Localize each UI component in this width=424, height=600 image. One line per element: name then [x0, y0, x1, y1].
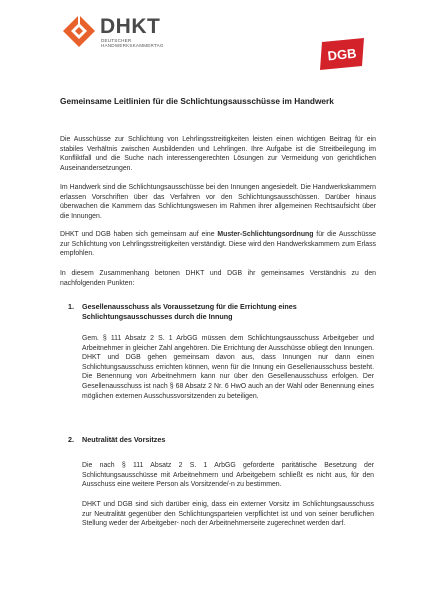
section-1-title: Gesellenausschuss als Voraussetzung für die Errichtung eines Schlichtungsausschusses durch die Innung [82, 302, 297, 321]
section-2-number: 2. [68, 435, 74, 444]
dgb-logo [318, 36, 366, 72]
intro-paragraph-4: In diesem Zusammenhang betonen DHKT und DGB ihr gemeinsames Verständnis zu den nachfolgenden Punkten: [60, 270, 376, 287]
dhkt-subtitle [101, 38, 164, 49]
section-2-paragraph-1: Die nach § 111 Absatz 2 S. 1 ArbGG geforderte paritätische Besetzung der Schlichtungsausschüsse mit Arbeitnehmern und Arbeitgebern schließt es nicht aus, für den Ausschuss eine weitere Person als Vorsitzende/-n zu bestimmen. [82, 462, 374, 489]
dgb-logo-text: DGB [326, 45, 358, 64]
dhkt-subtitle-line1: DEUTSCHER [101, 38, 132, 43]
dhkt-subtitle-line2: HANDWERKSKAMMERTAG [101, 43, 164, 49]
dhkt-logo [62, 14, 232, 54]
section-1-number: 1. [68, 302, 74, 311]
section-2-title: Neutralität des Vorsitzes [82, 435, 166, 444]
intro-paragraph-1: Die Ausschüsse zur Schlichtung von Lehrlingsstreitigkeiten leisten einen wichtigen Beitrag für ein stabiles Verhältnis zwischen Ausbildenden und Lehrlingen. Ihre Aufgabe ist die Streitbeilegung im Konfliktfall und die Suche nach interessengerechten Lösungen zur Vermeidung von gerichtlichen Auseinandersetzungen. [60, 136, 376, 172]
document-title: Gemeinsame Leitlinien für die Schlichtungsausschüsse im Handwerk [60, 96, 334, 106]
section-1-paragraph: Gem. § 111 Absatz 2 S. 1 ArbGG müssen dem Schlichtungsausschuss Arbeitgeber und Arbeitnehmer in gleicher Zahl angehören. Die Errichtung der Ausschüsse obliegt den Innungen. DHKT und DGB gehen gemeinsam davon aus, dass Innungen nur dann einen Schlichtungsausschuss errichten können, wenn für die Innung ein Gesellenausschuss besteht. Die Benennung von Arbeitnehmern kann nur über den Gesellenausschuss erfolgen. Der Gesellenausschuss ist nach § 68 Absatz 2 Nr. 6 HwO auch an der Wahl oder Benennung eines möglichen externen Ausschussvorsitzenden zu beteiligen. [82, 335, 374, 400]
intro-paragraph-2: Im Handwerk sind die Schlichtungsausschüsse bei den Innungen angesiedelt. Die Handwerkskammern erlassen Vorschriften über das Verfahren vor den Schlichtungsausschüssen. Darüber hinaus überwachen die Kammern das Schlichtungswesen im Rahmen ihrer allgemeinen Rechtsaufsicht über die Innungen. [60, 184, 376, 220]
p3-text-after: für die Ausschüsse zur Schlichtung von Lehrlingsstreitigkeiten verständigt. Diese wird den Handwerkskammern zum Erlass empfohlen. [60, 231, 376, 258]
intro-paragraph-3 [60, 230, 376, 259]
dhkt-mark-icon [62, 14, 96, 48]
dhkt-name: DHKT [100, 15, 161, 38]
muster-schlichtungsordnung-term: Muster-Schlichtungsordnung [217, 231, 314, 238]
section-2-paragraph-2: DHKT und DGB sind sich darüber einig, dass ein externer Vorsitz im Schlichtungsausschuss zur Neutralität gegenüber den Schlichtungsparteien verpflichtet ist und von seiner beruflichen Stellung weder der Arbeitgeber- noch der Arbeitnehmerseite zugerechnet werden darf. [82, 501, 374, 528]
p3-text-before: DHKT und DGB haben sich gemeinsam auf eine [60, 231, 218, 238]
